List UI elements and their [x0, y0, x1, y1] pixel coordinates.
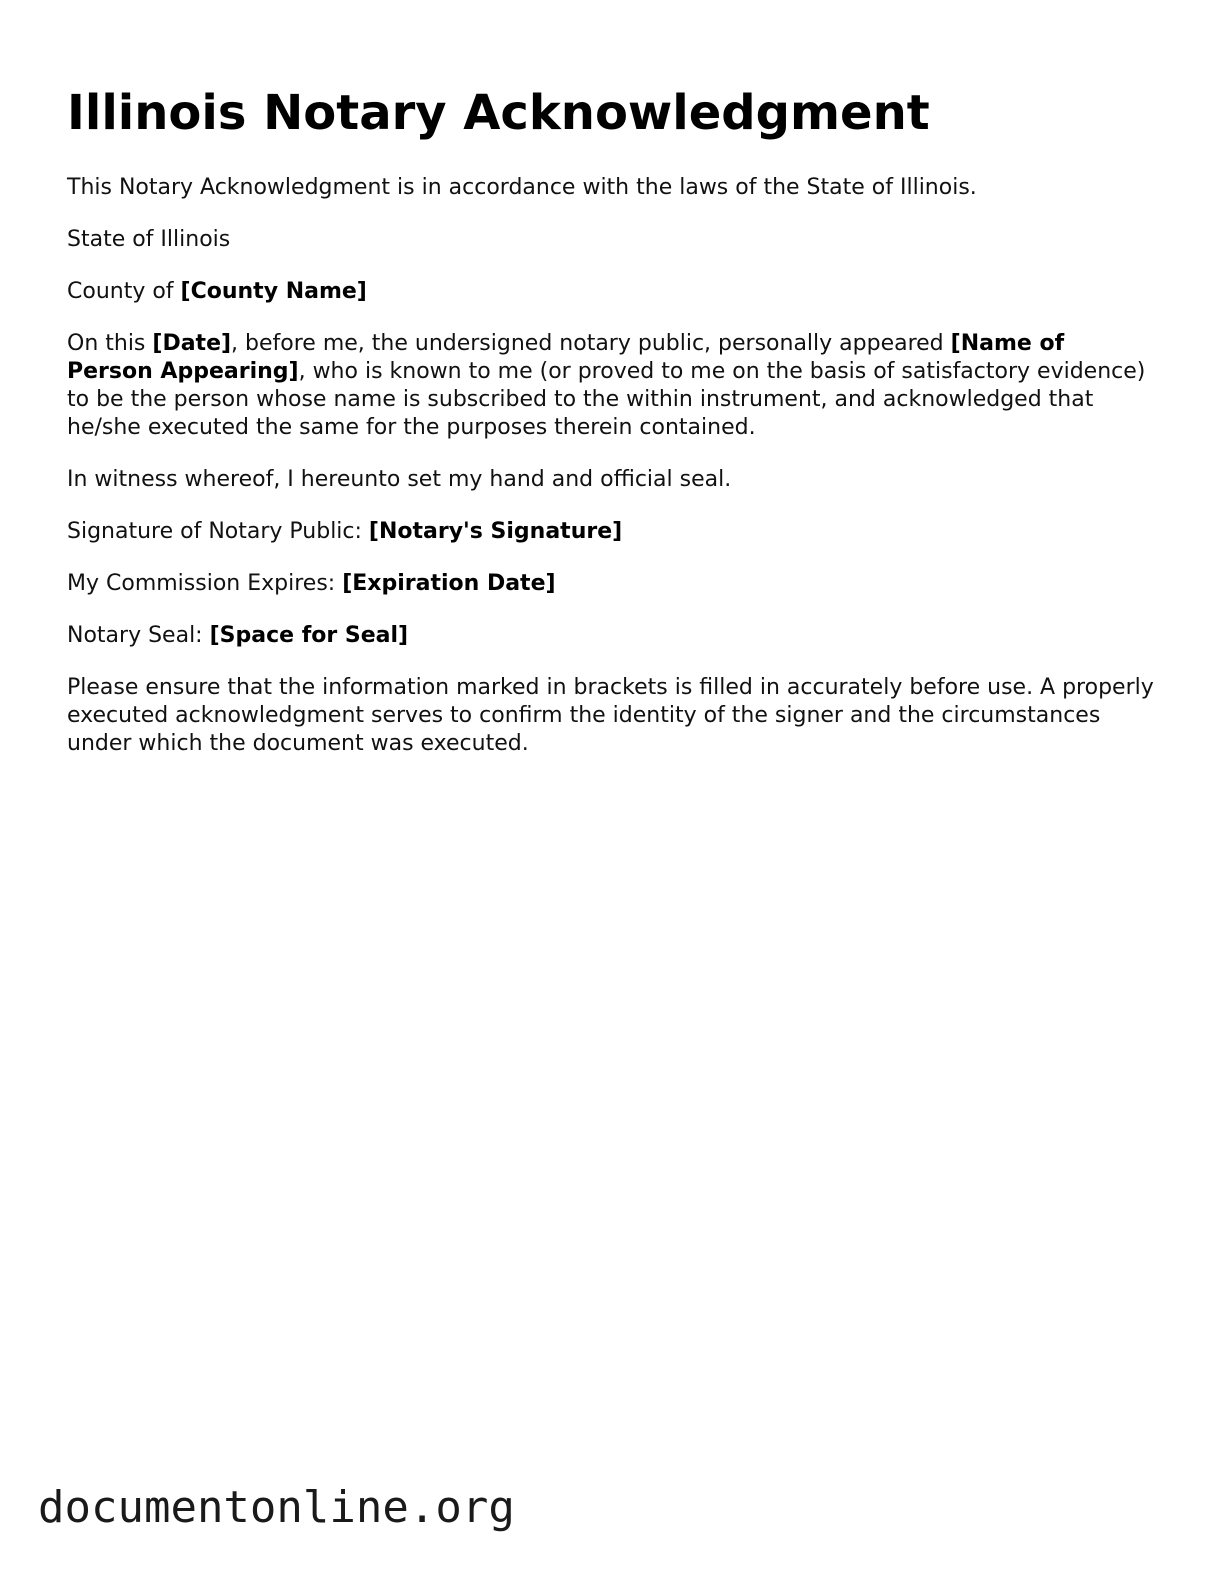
commission-line: [67, 570, 1157, 598]
signature-label: Signature of Notary Public:: [67, 519, 369, 544]
acknowledgment-paragraph: [67, 330, 1157, 442]
witness-line: In witness whereof, I hereunto set my hand and official seal.: [67, 467, 732, 492]
document-title: Illinois Notary Acknowledgment: [67, 85, 930, 141]
seal-label: Notary Seal:: [67, 623, 210, 648]
commission-placeholder: [Expiration Date]: [342, 571, 556, 596]
seal-line: [67, 622, 1157, 650]
ack-text-part1: On this: [67, 331, 153, 356]
commission-label: My Commission Expires:: [67, 571, 343, 596]
seal-placeholder: [Space for Seal]: [209, 623, 409, 648]
ack-text-part2: , before me, the undersigned notary public, personally appeared: [231, 331, 951, 356]
county-label: County of: [67, 279, 181, 304]
county-placeholder: [County Name]: [180, 279, 367, 304]
state-line: State of Illinois: [67, 227, 231, 252]
footer-watermark: documentonline.org: [38, 1482, 515, 1533]
date-placeholder: [Date]: [152, 331, 232, 356]
signature-line: [67, 518, 1157, 546]
county-line: [67, 278, 1157, 306]
signature-placeholder: [Notary's Signature]: [368, 519, 623, 544]
name-placeholder: [Name of Person Appearing]: [67, 331, 1065, 384]
document-body: [67, 174, 1157, 782]
intro-paragraph: This Notary Acknowledgment is in accordance with the laws of the State of Illinois.: [67, 175, 977, 200]
ack-text-part3: , who is known to me (or proved to me on the basis of satisfactory evidence) to be the person whose name is subscribed to the within instrument, and acknowledged that he/she executed the same for the purposes therein contained.: [67, 359, 1146, 440]
closing-note: Please ensure that the information marked in brackets is filled in accurately before use. A properly executed acknowledgment serves to confirm the identity of the signer and the circumstances under which the document was executed.: [67, 675, 1154, 756]
